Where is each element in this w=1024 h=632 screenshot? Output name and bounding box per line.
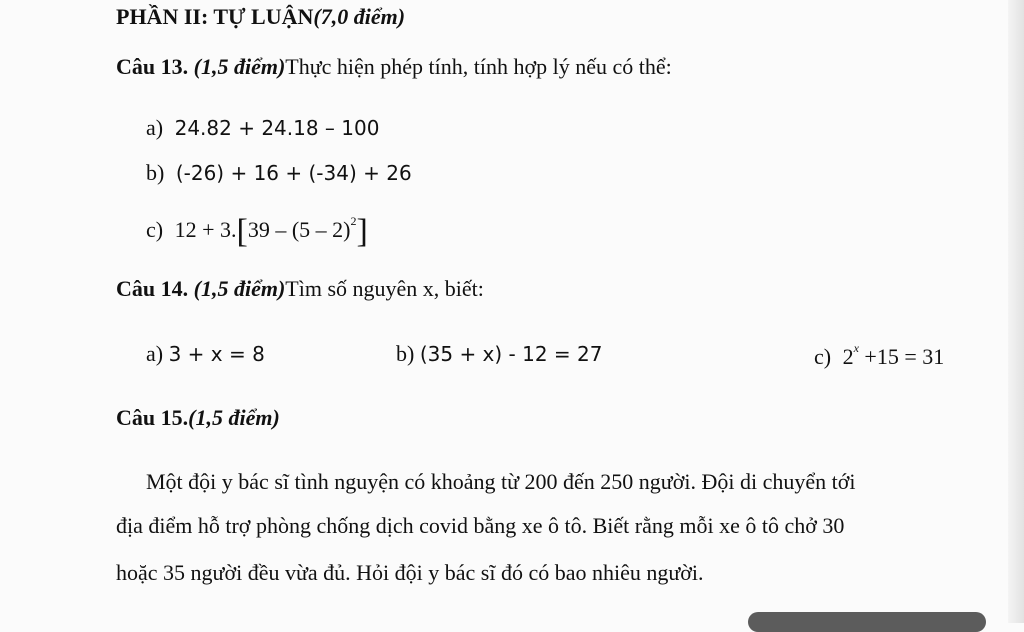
q13-a-label: a) <box>146 115 164 140</box>
q14-b-expr: (35 + x) - 12 = 27 <box>419 342 603 366</box>
q14-label: Câu 14. <box>116 276 189 301</box>
q13-c-inner: 39 – (5 – 2) <box>247 217 351 242</box>
q13-item-b <box>146 160 412 186</box>
q13-c-expr <box>174 213 368 250</box>
q14-item-c <box>814 341 944 370</box>
q15-paragraph-line-3: hoặc 35 người đều vừa đủ. Hỏi đội y bác sĩ đó có bao nhiêu người. <box>116 560 704 585</box>
q14-a-expr: 3 + x = 8 <box>168 342 265 366</box>
left-bracket: [ <box>236 213 248 250</box>
q13-b-label: b) <box>146 160 165 185</box>
q13-text: Thực hiện phép tính, tính hợp lý nếu có thể: <box>285 54 672 79</box>
q14-item-b <box>396 341 603 367</box>
q13-label: Câu 13. <box>116 54 189 79</box>
q14-item-a <box>146 341 265 367</box>
bottom-overlay-bar <box>748 612 986 632</box>
q13-a-expr: 24.82 + 24.18 – 100 <box>174 116 380 140</box>
q15-heading <box>116 405 280 431</box>
q14-points: (1,5 điểm) <box>193 276 286 301</box>
q14-a-label: a) <box>146 341 164 366</box>
q15-points: (1,5 điểm) <box>188 405 280 430</box>
q13-points: (1,5 điểm) <box>193 54 286 79</box>
part-points: (7,0 điểm) <box>313 4 406 29</box>
q14-heading <box>116 276 484 302</box>
q14-b-label: b) <box>396 341 415 366</box>
q15-paragraph-line-2: địa điểm hỗ trợ phòng chống dịch covid bằng xe ô tô. Biết rằng mỗi xe ô tô chở 30 <box>116 513 845 538</box>
q14-c-base: 2 <box>842 344 854 369</box>
page-edge-shadow <box>1008 0 1024 623</box>
part-title: PHẦN II: TỰ LUẬN <box>116 4 314 29</box>
q13-c-prefix: 12 + 3. <box>174 217 237 242</box>
q14-c-label: c) <box>814 344 832 369</box>
q13-c-label: c) <box>146 217 164 242</box>
q15-paragraph-line-1: Một đội y bác sĩ tình nguyện có khoảng từ 200 đến 250 người. Đội di chuyển tới <box>146 469 856 494</box>
q14-c-expr <box>842 341 945 369</box>
q13-item-a <box>146 115 379 141</box>
q14-c-exponent: x <box>853 341 859 355</box>
q13-item-c <box>146 214 368 249</box>
q13-b-expr: (-26) + 16 + (-34) + 26 <box>175 161 412 185</box>
part-heading <box>116 4 405 30</box>
q13-c-exponent: 2 <box>350 214 357 228</box>
q13-heading <box>116 54 672 80</box>
q15-label: Câu 15. <box>116 405 189 430</box>
right-bracket: ] <box>356 213 368 250</box>
q14-text: Tìm số nguyên x, biết: <box>285 276 484 301</box>
q14-c-rest: +15 = 31 <box>864 344 945 369</box>
